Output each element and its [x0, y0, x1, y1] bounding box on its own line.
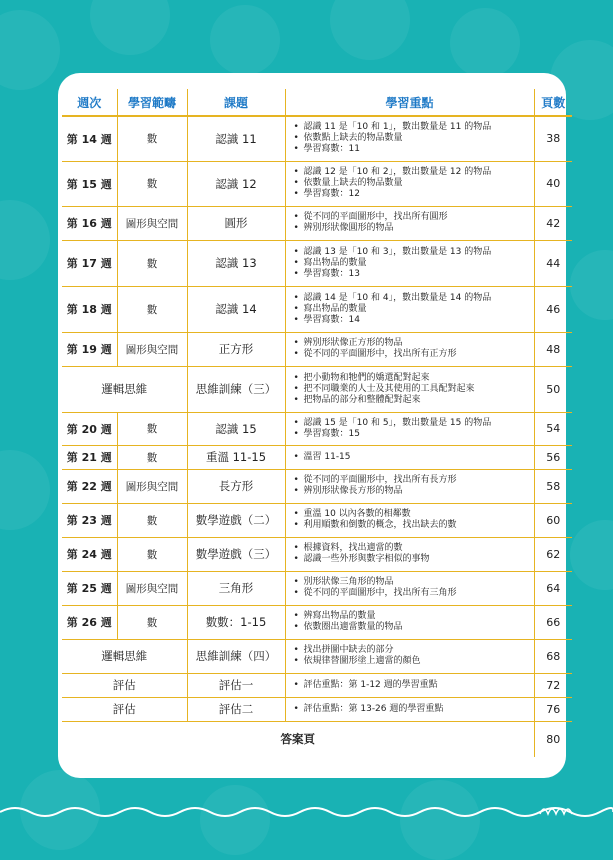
header-area: 學習範疇	[117, 89, 187, 116]
page-cell: 58	[534, 469, 572, 503]
focus-cell	[285, 639, 534, 673]
topic-cell: 認識 14	[187, 286, 285, 332]
page-cell: 60	[534, 503, 572, 537]
area-cell: 數	[117, 537, 187, 571]
page-cell: 62	[534, 537, 572, 571]
topic-cell: 認識 11	[187, 116, 285, 161]
focus-cell	[285, 206, 534, 240]
focus-item: • 寫出物品的數量	[294, 304, 534, 315]
topic-cell: 認識 12	[187, 161, 285, 206]
topic-cell: 思維訓練（三）	[187, 366, 285, 412]
focus-item: • 認識 13 是「10 和 3」，數出數量是 13 的物品	[294, 247, 534, 258]
focus-cell	[285, 673, 534, 697]
week-cell: 第 26 週	[62, 605, 117, 639]
answer-label: 答案頁	[62, 721, 534, 757]
focus-item: • 溫習 11-15	[294, 452, 534, 463]
focus-item: • 認識 15 是「10 和 5」，數出數量是 15 的物品	[294, 418, 534, 429]
focus-cell	[285, 412, 534, 445]
focus-item: • 寫出物品的數量	[294, 258, 534, 269]
focus-item: • 認識 11 是「10 和 1」，數出數量是 11 的物品	[294, 122, 534, 133]
page-cell: 76	[534, 697, 572, 721]
topic-cell: 圓形	[187, 206, 285, 240]
focus-item: • 學習寫數：13	[294, 269, 534, 280]
focus-item: • 認識一些外形與數字相似的事物	[294, 554, 534, 565]
week-cell: 第 15 週	[62, 161, 117, 206]
page-cell: 66	[534, 605, 572, 639]
bottom-wave-decoration	[0, 790, 613, 833]
focus-item: • 把小動物和牠們的嬌還配對起來	[294, 373, 534, 384]
topic-cell: 數學遊戲（二）	[187, 503, 285, 537]
page-cell: 72	[534, 673, 572, 697]
table-row	[62, 673, 572, 697]
table-row	[62, 469, 572, 503]
focus-item: • 辨別形狀像正方形的物品	[294, 338, 534, 349]
page-cell: 68	[534, 639, 572, 673]
week-cell: 第 20 週	[62, 412, 117, 445]
focus-item: • 根據資料，找出適當的數	[294, 543, 534, 554]
week-cell: 第 22 週	[62, 469, 117, 503]
area-cell: 圖形與空間	[117, 206, 187, 240]
focus-cell	[285, 366, 534, 412]
focus-cell	[285, 469, 534, 503]
page-cell: 46	[534, 286, 572, 332]
area-cell: 數	[117, 605, 187, 639]
focus-cell	[285, 332, 534, 366]
topic-cell: 長方形	[187, 469, 285, 503]
table-row	[62, 697, 572, 721]
focus-item: • 辨別形狀像圓形的物品	[294, 223, 534, 234]
focus-item: • 從不同的平面圖形中，找出所有正方形	[294, 349, 534, 360]
header-week: 週次	[62, 89, 117, 116]
focus-item: • 從不同的平面圖形中，找出所有長方形	[294, 475, 534, 486]
table-row	[62, 286, 572, 332]
area-cell: 數	[117, 240, 187, 286]
merged-area-cell: 評估	[62, 673, 187, 697]
focus-item: • 認識 12 是「10 和 2」，數出數量是 12 的物品	[294, 167, 534, 178]
topic-cell: 思維訓練（四）	[187, 639, 285, 673]
week-cell: 第 18 週	[62, 286, 117, 332]
topic-cell: 正方形	[187, 332, 285, 366]
topic-cell: 三角形	[187, 571, 285, 605]
answer-row	[62, 721, 572, 757]
page-cell: 48	[534, 332, 572, 366]
topic-cell: 重溫 11-15	[187, 445, 285, 469]
area-cell: 數	[117, 161, 187, 206]
focus-item: • 依規律替圖形塗上適當的顏色	[294, 656, 534, 667]
table-row	[62, 240, 572, 286]
focus-item: • 從不同的平面圖形中，找出所有圓形	[294, 212, 534, 223]
page-cell: 40	[534, 161, 572, 206]
merged-area-cell: 邏輯思維	[62, 366, 187, 412]
focus-cell	[285, 571, 534, 605]
table-row	[62, 161, 572, 206]
area-cell: 數	[117, 286, 187, 332]
focus-item: • 學習寫數：11	[294, 144, 534, 155]
topic-cell: 數數：1-15	[187, 605, 285, 639]
area-cell: 數	[117, 503, 187, 537]
focus-item: • 依數量上缺去的物品數量	[294, 178, 534, 189]
contents-table	[62, 89, 572, 757]
area-cell: 數	[117, 445, 187, 469]
area-cell: 數	[117, 412, 187, 445]
page-cell: 44	[534, 240, 572, 286]
focus-cell	[285, 605, 534, 639]
topic-cell: 評估一	[187, 673, 285, 697]
focus-cell	[285, 697, 534, 721]
area-cell: 圖形與空間	[117, 571, 187, 605]
focus-item: • 別形狀像三角形的物品	[294, 577, 534, 588]
area-cell: 數	[117, 116, 187, 161]
merged-area-cell: 邏輯思維	[62, 639, 187, 673]
focus-item: • 把不同職業的人士及其使用的工具配對起來	[294, 384, 534, 395]
focus-cell	[285, 286, 534, 332]
topic-cell: 認識 13	[187, 240, 285, 286]
focus-item: • 認識 14 是「10 和 4」，數出數量是 14 的物品	[294, 293, 534, 304]
table-row	[62, 366, 572, 412]
table-row	[62, 639, 572, 673]
week-cell: 第 24 週	[62, 537, 117, 571]
topic-cell: 評估二	[187, 697, 285, 721]
week-cell: 第 14 週	[62, 116, 117, 161]
page-cell: 38	[534, 116, 572, 161]
page-cell: 56	[534, 445, 572, 469]
table-row	[62, 206, 572, 240]
table-row	[62, 412, 572, 445]
topic-cell: 認識 15	[187, 412, 285, 445]
header-page: 頁數	[534, 89, 572, 116]
focus-item: • 評估重點：第 1-12 週的學習重點	[294, 680, 534, 691]
focus-item: • 辨別形狀像長方形的物品	[294, 486, 534, 497]
table-row	[62, 605, 572, 639]
focus-item: • 辨寫出物品的數量	[294, 611, 534, 622]
focus-cell	[285, 445, 534, 469]
table-row	[62, 445, 572, 469]
table-header-row	[62, 89, 572, 116]
week-cell: 第 23 週	[62, 503, 117, 537]
focus-cell	[285, 161, 534, 206]
focus-cell	[285, 240, 534, 286]
topic-cell: 數學遊戲（三）	[187, 537, 285, 571]
week-cell: 第 19 週	[62, 332, 117, 366]
focus-item: • 重溫 10 以內各數的相鄰數	[294, 509, 534, 520]
focus-item: • 依數點上缺去的物品數量	[294, 133, 534, 144]
page-cell: 64	[534, 571, 572, 605]
week-cell: 第 16 週	[62, 206, 117, 240]
focus-item: • 把物品的部分和整體配對起來	[294, 395, 534, 406]
week-cell: 第 25 週	[62, 571, 117, 605]
table-row	[62, 116, 572, 161]
focus-item: • 依數圈出適當數量的物品	[294, 622, 534, 633]
table-row	[62, 571, 572, 605]
week-cell: 第 17 週	[62, 240, 117, 286]
table-row	[62, 332, 572, 366]
area-cell: 圖形與空間	[117, 469, 187, 503]
focus-item: • 評估重點：第 13-26 週的學習重點	[294, 704, 534, 715]
answer-page: 80	[534, 721, 572, 757]
focus-item: • 從不同的平面圖形中，找出所有三角形	[294, 588, 534, 599]
focus-cell	[285, 537, 534, 571]
table-row	[62, 537, 572, 571]
focus-item: • 學習寫數：15	[294, 429, 534, 440]
page-cell: 54	[534, 412, 572, 445]
week-cell: 第 21 週	[62, 445, 117, 469]
focus-cell	[285, 503, 534, 537]
focus-item: • 利用順數和倒數的概念，找出缺去的數	[294, 520, 534, 531]
focus-item: • 找出拼圖中缺去的部分	[294, 645, 534, 656]
page-cell: 50	[534, 366, 572, 412]
focus-cell	[285, 116, 534, 161]
merged-area-cell: 評估	[62, 697, 187, 721]
area-cell: 圖形與空間	[117, 332, 187, 366]
header-topic: 課題	[187, 89, 285, 116]
focus-item: • 學習寫數：12	[294, 189, 534, 200]
focus-item: • 學習寫數：14	[294, 315, 534, 326]
header-focus: 學習重點	[285, 89, 534, 116]
table-row	[62, 503, 572, 537]
page-cell: 42	[534, 206, 572, 240]
